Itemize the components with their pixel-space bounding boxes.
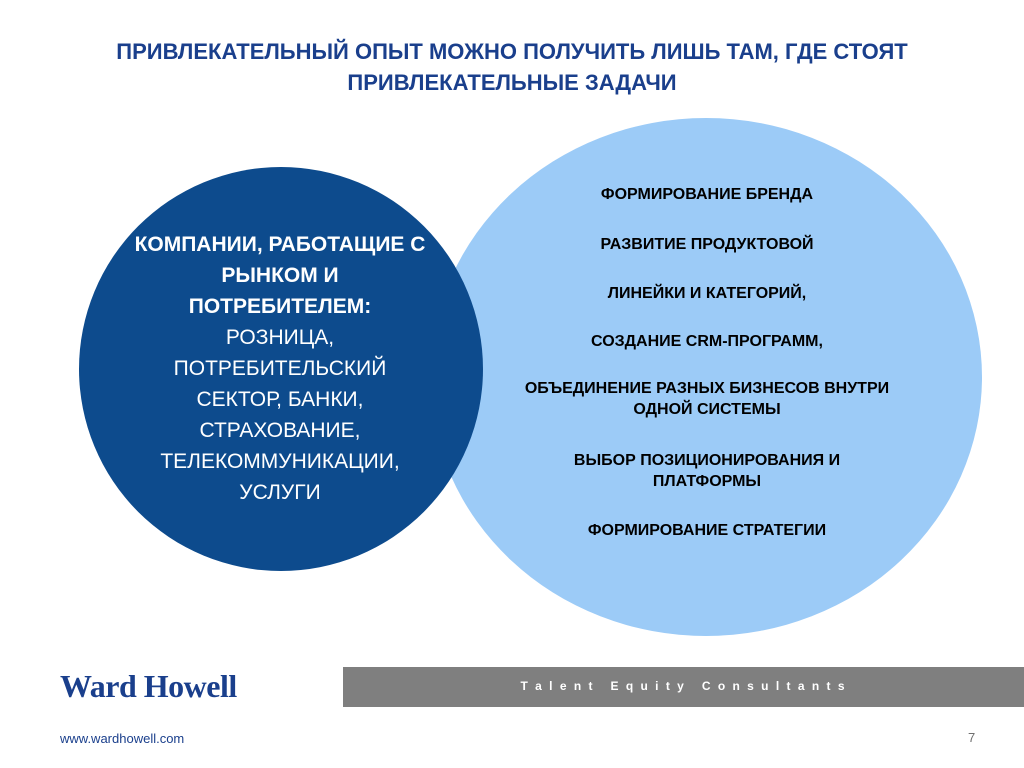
right-circle-item: ВЫБОР ПОЗИЦИОНИРОВАНИЯ И ПЛАТФОРМЫ	[573, 452, 841, 490]
ward-howell-logo: Ward Howell	[60, 668, 237, 704]
left-circle-heading: КОМПАНИИ, РАБОТАЩИЕ С РЫНКОМ И ПОТРЕБИТЕЛЕМ:	[134, 233, 426, 318]
website-url: www.wardhowell.com	[60, 731, 185, 746]
right-circle-item: ОБЪЕДИНЕНИЕ РАЗНЫХ БИЗНЕСОВ ВНУТРИ ОДНОЙ СИСТЕМЫ	[524, 380, 890, 418]
slide-title: ПРИВЛЕКАТЕЛЬНЫЙ ОПЫТ МОЖНО ПОЛУЧИТЬ ЛИШЬ ТАМ, ГДЕ СТОЯТ ПРИВЛЕКАТЕЛЬНЫЕ ЗАДАЧИ	[116, 39, 908, 95]
right-circle-item: ФОРМИРОВАНИЕ СТРАТЕГИИ	[587, 522, 827, 539]
right-circle-item: РАЗВИТИЕ ПРОДУКТОВОЙ	[600, 236, 814, 253]
tagline-bar	[343, 667, 1024, 707]
page-number: 7	[968, 730, 976, 745]
left-circle-text	[130, 229, 430, 508]
left-circle-body: РОЗНИЦА, ПОТРЕБИТЕЛЬСКИЙ СЕКТОР, БАНКИ, СТРАХОВАНИЕ, ТЕЛЕКОММУНИКАЦИИ, УСЛУГИ	[160, 326, 400, 504]
right-circle-item: СОЗДАНИЕ CRM-ПРОГРАММ,	[591, 333, 823, 350]
tagline-text: T a l e n t E q u i t y C o n s u l t a n t s	[520, 679, 847, 693]
right-circle-item: ЛИНЕЙКИ И КАТЕГОРИЙ,	[607, 285, 807, 302]
right-circle-item: ФОРМИРОВАНИЕ БРЕНДА	[600, 186, 814, 203]
